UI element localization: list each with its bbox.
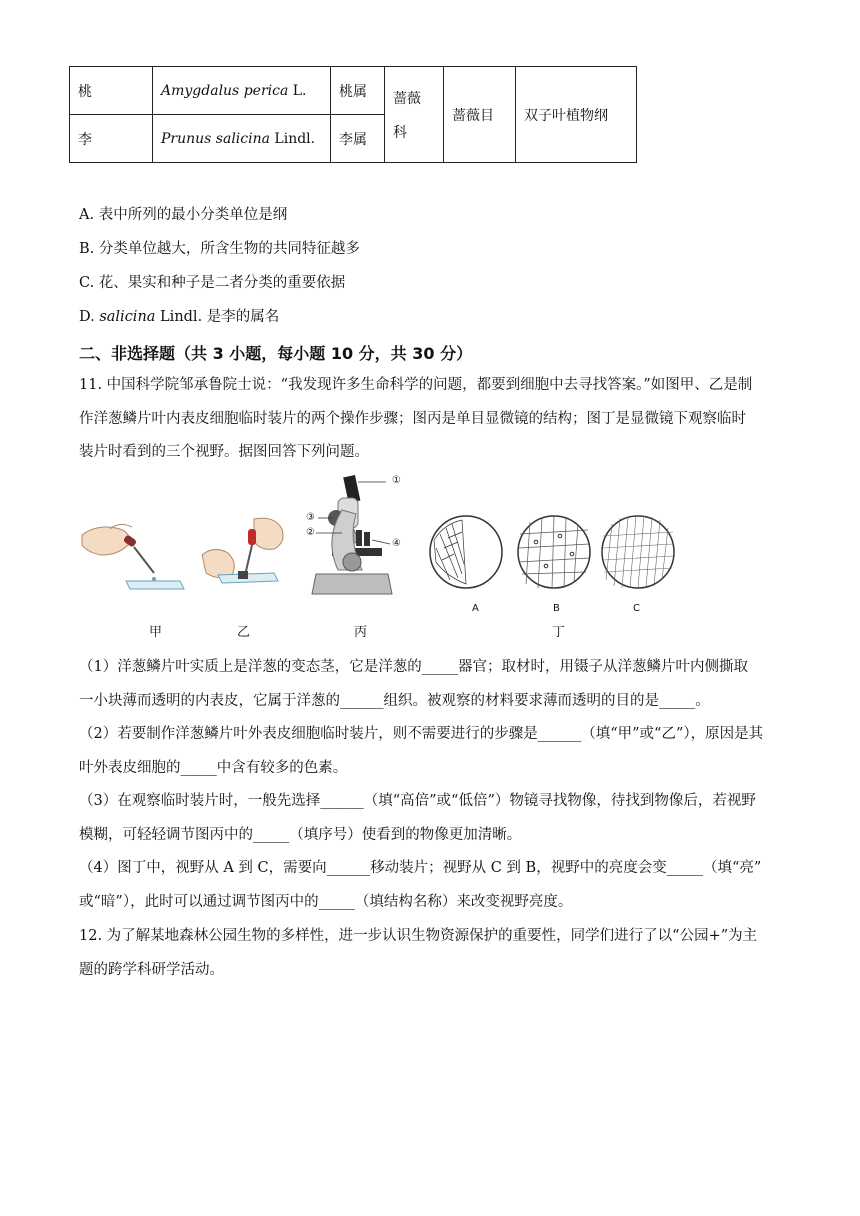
scientific-name-author: L. bbox=[288, 82, 307, 99]
q12-line: 题的跨学科研学活动。 bbox=[79, 961, 224, 978]
caption-yi: 乙 bbox=[237, 625, 251, 640]
part-line: （1）洋葱鳞片叶实质上是洋葱的变态茎，它是洋葱的_____器官；取材时，用镊子从洋葱鳞片叶内侧撕取 bbox=[79, 659, 748, 675]
figure-ding-field-c bbox=[600, 514, 676, 590]
figure-yi-dropper bbox=[198, 515, 298, 605]
family-line2: 科 bbox=[393, 124, 407, 141]
figure-row bbox=[80, 470, 700, 640]
option-d-rest: Lindl. 是李的属名 bbox=[155, 309, 280, 325]
classification-table bbox=[69, 66, 637, 163]
option-d-italic: salicina bbox=[99, 309, 156, 325]
family-cell bbox=[385, 67, 444, 163]
figure-ding-field-b bbox=[516, 514, 592, 590]
field-label-a: A bbox=[472, 603, 479, 614]
table-row bbox=[70, 67, 637, 115]
caption-bing: 丙 bbox=[354, 625, 368, 640]
scientific-name-cell bbox=[153, 115, 331, 163]
question-12-stem bbox=[79, 920, 783, 987]
common-name-cell: 李 bbox=[70, 115, 153, 163]
caption-jia: 甲 bbox=[149, 625, 163, 640]
question-11-part-1 bbox=[79, 651, 783, 718]
option-d-prefix: D. bbox=[79, 309, 100, 325]
scientific-name-cell bbox=[153, 67, 331, 115]
genus-cell: 桃属 bbox=[331, 67, 385, 115]
q11-line: 11. 中国科学院邹承鲁院士说：“我发现许多生命科学的问题，都要到细胞中去寻找答案。”如图甲、乙是制 bbox=[79, 377, 753, 393]
part-line: 或“暗”），此时可以通过调节图丙中的_____（填结构名称）来改变视野亮度。 bbox=[79, 893, 573, 910]
figure-jia-dropper bbox=[80, 515, 190, 605]
microscope-label-2: ② bbox=[306, 527, 315, 538]
option-d bbox=[79, 307, 279, 327]
option-c: C. 花、果实和种子是二者分类的重要依据 bbox=[79, 275, 346, 291]
common-name-cell: 桃 bbox=[70, 67, 153, 115]
question-11-part-4 bbox=[79, 852, 783, 919]
part-line: 叶外表皮细胞的_____中含有较多的色素。 bbox=[79, 759, 348, 776]
q11-line: 装片时看到的三个视野。据图回答下列问题。 bbox=[79, 444, 369, 460]
scientific-name-italic: Prunus salicina bbox=[161, 130, 270, 147]
microscope-label-4: ④ bbox=[392, 538, 401, 549]
part-line: （3）在观察临时装片时，一般先选择______（填“高倍”或“低倍”）物镜寻找物像，待找到物像后，若视野 bbox=[79, 793, 756, 809]
class-cell: 双子叶植物纲 bbox=[516, 67, 637, 163]
part-line: 一小块薄而透明的内表皮，它属于洋葱的______组织。被观察的材料要求薄而透明的目的是_____。 bbox=[79, 692, 710, 709]
part-line: （2）若要制作洋葱鳞片叶外表皮细胞临时装片，则不需要进行的步骤是______（填“甲”或“乙”），原因是其 bbox=[79, 726, 764, 742]
q12-line: 12. 为了解某地森林公园生物的多样性，进一步认识生物资源保护的重要性，同学们进行了以“公园+”为主 bbox=[79, 928, 758, 944]
question-11-part-3 bbox=[79, 785, 783, 852]
part-line: （4）图丁中，视野从 A 到 C，需要向______移动装片；视野从 C 到 B，视野中的亮度会变_____（填“亮” bbox=[79, 860, 762, 876]
question-11-stem bbox=[79, 369, 783, 470]
family-line1: 蔷薇 bbox=[393, 90, 421, 107]
order-cell: 蔷薇目 bbox=[444, 67, 516, 163]
figure-ding-field-a bbox=[428, 514, 504, 590]
field-label-b: B bbox=[553, 603, 560, 614]
field-label-c: C bbox=[633, 603, 640, 614]
scientific-name-italic: Amygdalus perica bbox=[161, 82, 289, 99]
microscope-label-1: ① bbox=[392, 475, 401, 486]
question-11-part-2 bbox=[79, 718, 783, 785]
caption-ding: 丁 bbox=[552, 625, 566, 640]
q11-line: 作洋葱鳞片叶内表皮细胞临时装片的两个操作步骤；图丙是单目显微镜的结构；图丁是显微镜下观察临时 bbox=[79, 410, 746, 427]
option-b: B. 分类单位越大，所含生物的共同特征越多 bbox=[79, 241, 360, 257]
scientific-name-author: Lindl. bbox=[269, 130, 316, 147]
section-title: 二、非选择题（共 3 小题，每小题 10 分，共 30 分） bbox=[79, 344, 473, 363]
option-a: A. 表中所列的最小分类单位是纲 bbox=[79, 207, 288, 223]
part-line: 模糊，可轻轻调节图丙中的_____（填序号）使看到的物像更加清晰。 bbox=[79, 826, 522, 843]
genus-cell: 李属 bbox=[331, 115, 385, 163]
microscope-label-3: ③ bbox=[306, 512, 315, 523]
